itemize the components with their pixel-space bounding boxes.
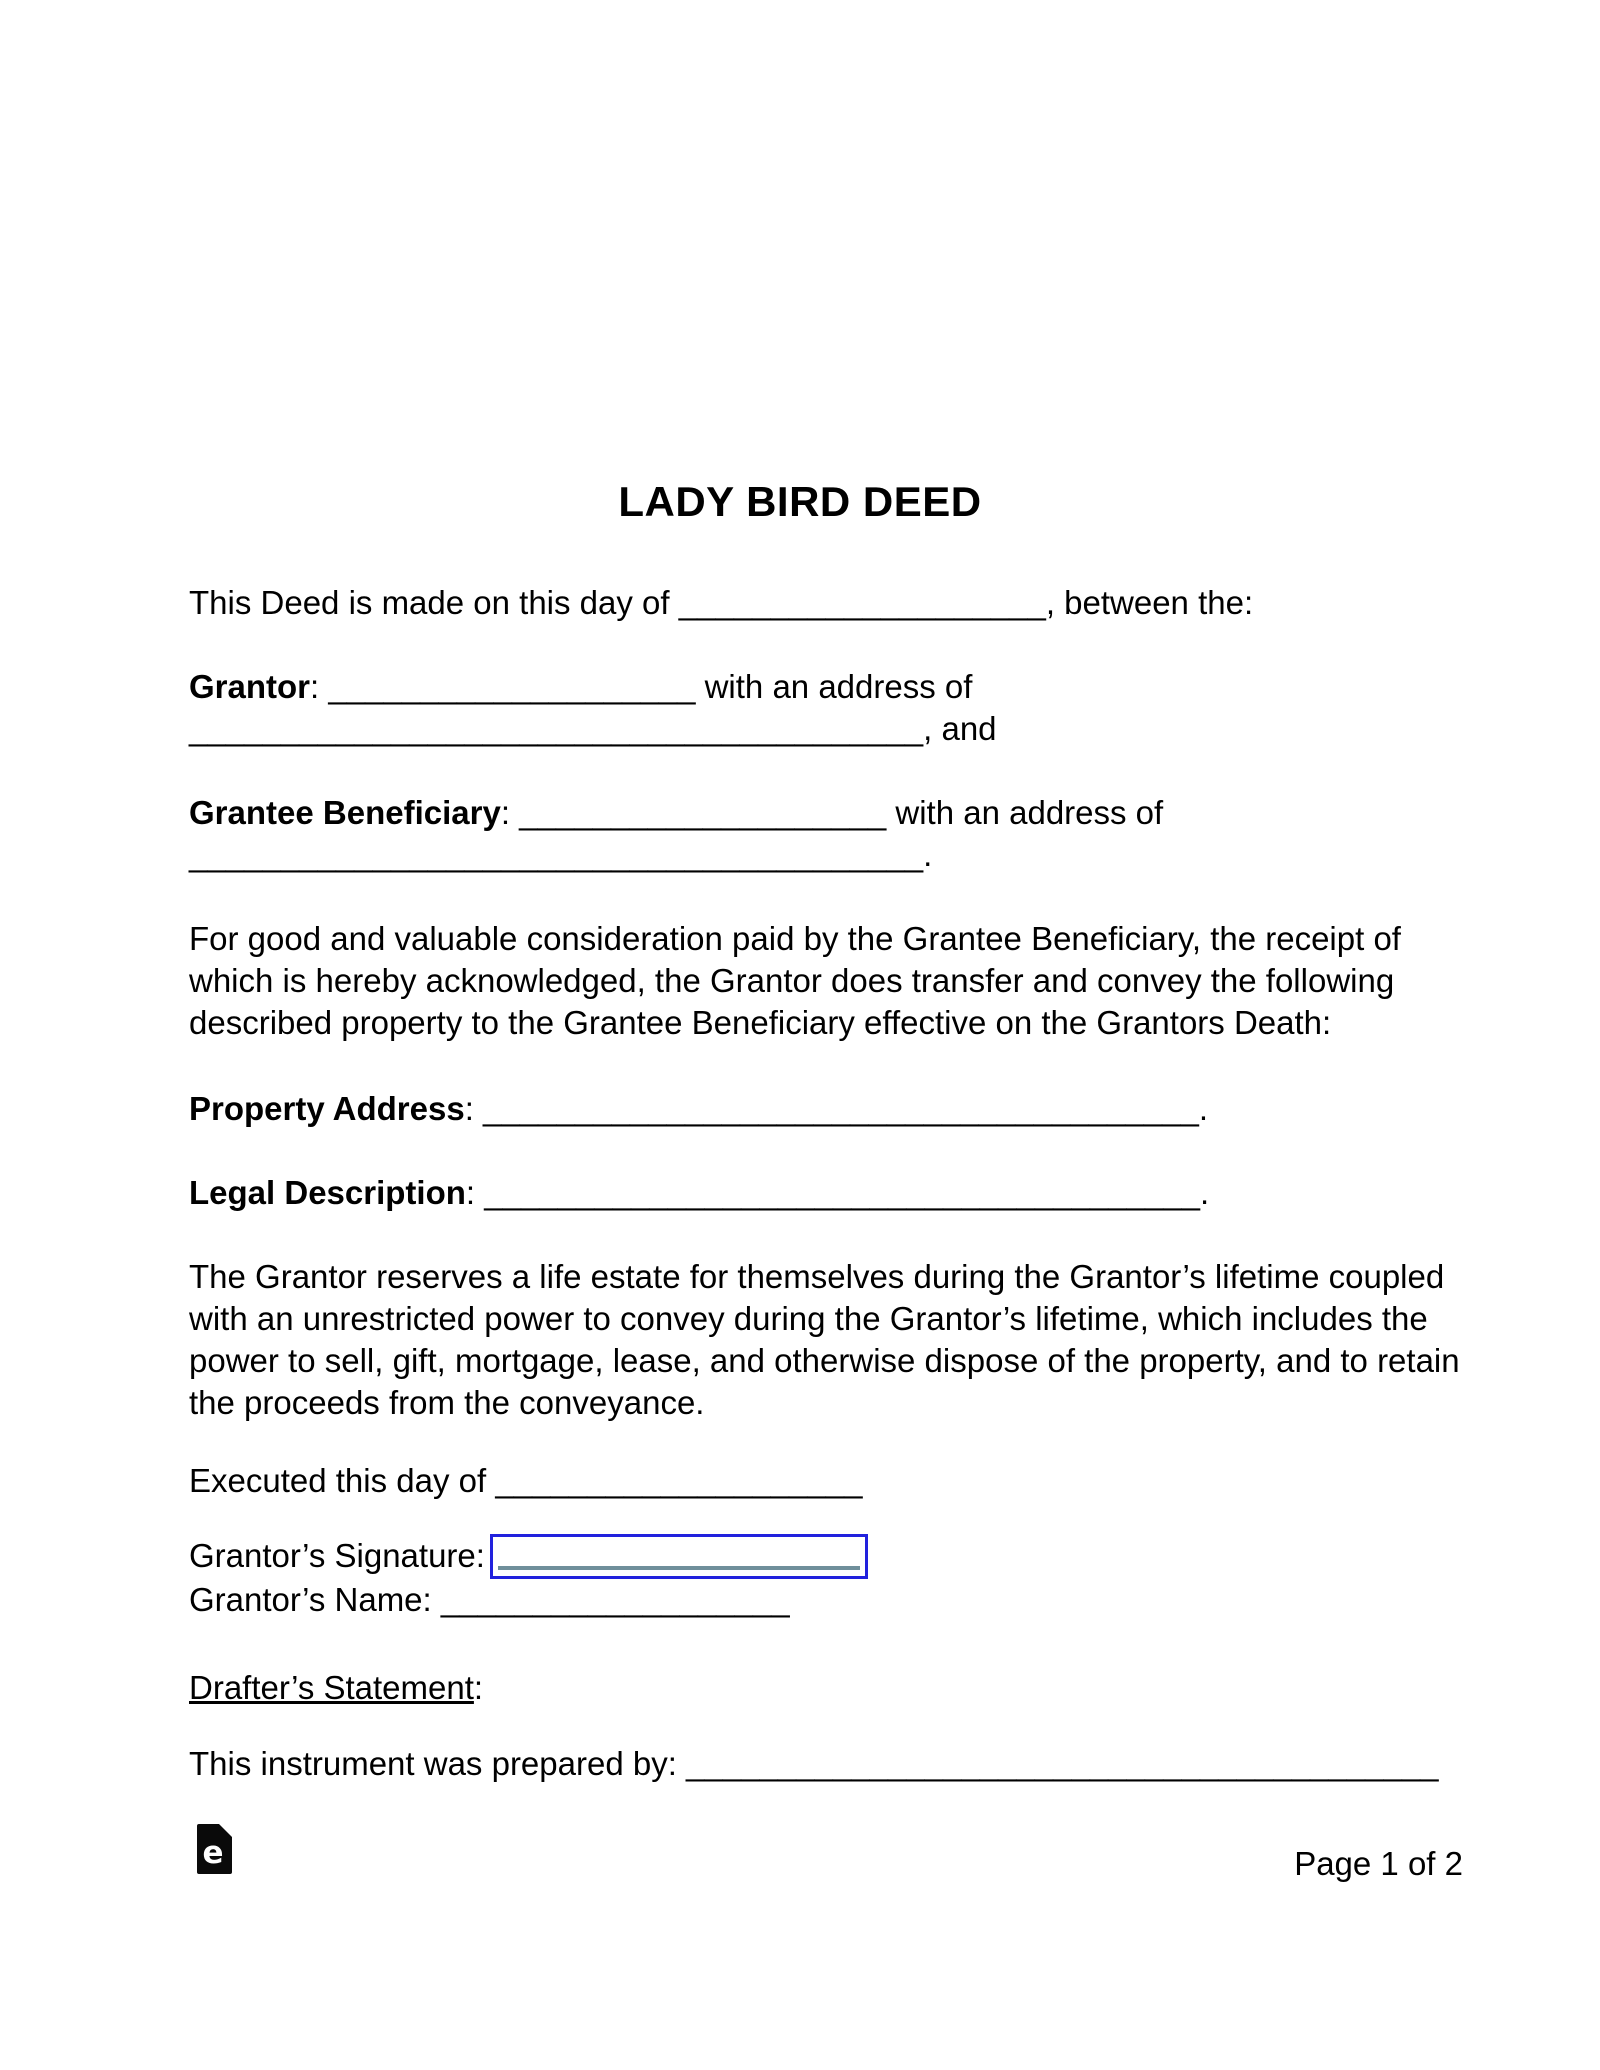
- consideration-line-3: described property to the Grantee Beneficiary effective on the Grantors Death:: [189, 1004, 1332, 1041]
- grantor-name-blank-line: ___________________: [440, 1581, 790, 1618]
- grantor-name-label: Grantor’s Name:: [189, 1581, 441, 1618]
- life-estate-line-2: with an unrestricted power to convey during the Grantor’s lifetime, which includes the: [189, 1300, 1428, 1337]
- grantee-address-blank: ________________________________________: [189, 836, 924, 873]
- grantor-label: Grantor: [189, 668, 311, 705]
- eforms-logo-letter: e: [202, 1835, 224, 1871]
- grantee-line: [189, 792, 1411, 834]
- legal-description-suffix: .: [1200, 1174, 1210, 1211]
- grantor-signature-line: [189, 1534, 1411, 1579]
- grantor-line: [189, 666, 1411, 708]
- signature-section: [189, 1534, 1411, 1621]
- property-address-blank: _______________________________________: [483, 1090, 1199, 1127]
- drafter-heading-text: Drafter’s Statement: [189, 1669, 474, 1706]
- grantor-address-suffix: , and: [923, 710, 997, 747]
- life-estate-line-3: power to sell, gift, mortgage, lease, and otherwise dispose of the property, and to retain: [189, 1342, 1460, 1379]
- grantee-address-suffix: .: [923, 836, 933, 873]
- intro-prefix: This Deed is made on this day of: [189, 584, 679, 621]
- page-number: Page 1 of 2: [1294, 1845, 1463, 1882]
- grantee-colon: :: [500, 794, 520, 831]
- grantor-address-line: [189, 708, 1411, 750]
- consideration-line-1: For good and valuable consideration paid by the Grantee Beneficiary, the receipt of: [189, 920, 1401, 957]
- grantee-address-line: [189, 834, 1411, 876]
- grantor-address-blank: ________________________________________: [189, 710, 924, 747]
- legal-description-colon: :: [465, 1174, 485, 1211]
- intro-suffix: , between the:: [1045, 584, 1254, 621]
- executed-prefix: Executed this day of: [189, 1462, 496, 1499]
- grantee-mid-text: with an address of: [886, 794, 1164, 831]
- page-title: LADY BIRD DEED: [618, 478, 982, 525]
- intro-line: [189, 582, 1411, 624]
- grantee-name-blank: ____________________: [519, 794, 887, 831]
- legal-description-label: Legal Description: [189, 1174, 466, 1211]
- grantor-colon: :: [310, 668, 329, 705]
- eforms-logo: [197, 1824, 232, 1874]
- grantee-label: Grantee Beneficiary: [189, 794, 501, 831]
- grantor-section: [189, 666, 1411, 750]
- grantor-name-blank: ____________________: [328, 668, 696, 705]
- grantee-section: [189, 792, 1411, 876]
- legal-description-blank: _______________________________________: [484, 1174, 1201, 1211]
- grantor-name-line: [189, 1579, 1411, 1621]
- property-address-colon: :: [464, 1090, 484, 1127]
- intro-date-blank: ____________________: [678, 584, 1046, 621]
- property-address-suffix: .: [1198, 1090, 1208, 1127]
- life-estate-line-1: The Grantor reserves a life estate for themselves during the Grantor’s lifetime coupled: [189, 1258, 1445, 1295]
- signature-blank-line: [498, 1566, 860, 1570]
- executed-line: [189, 1460, 1411, 1502]
- grantor-mid-text: with an address of: [695, 668, 973, 705]
- legal-description-line: [189, 1172, 1411, 1214]
- property-address-line: [189, 1088, 1411, 1130]
- executed-date-blank: ____________________: [495, 1462, 863, 1499]
- prepared-by-prefix: This instrument was prepared by:: [189, 1745, 687, 1782]
- prepared-by-blank: _________________________________________: [686, 1745, 1439, 1782]
- drafter-statement-heading: [189, 1667, 1411, 1709]
- grantor-signature-field[interactable]: [490, 1534, 868, 1579]
- consideration-line-2: which is hereby acknowledged, the Grantor does transfer and convey the following: [189, 962, 1395, 999]
- drafter-heading-colon: :: [473, 1669, 484, 1706]
- property-address-label: Property Address: [189, 1090, 465, 1127]
- life-estate-paragraph: [189, 1256, 1460, 1424]
- consideration-paragraph: [189, 918, 1411, 1044]
- grantor-signature-label: Grantor’s Signature:: [189, 1537, 485, 1574]
- life-estate-line-4: the proceeds from the conveyance.: [189, 1384, 705, 1421]
- prepared-by-line: [189, 1743, 1439, 1785]
